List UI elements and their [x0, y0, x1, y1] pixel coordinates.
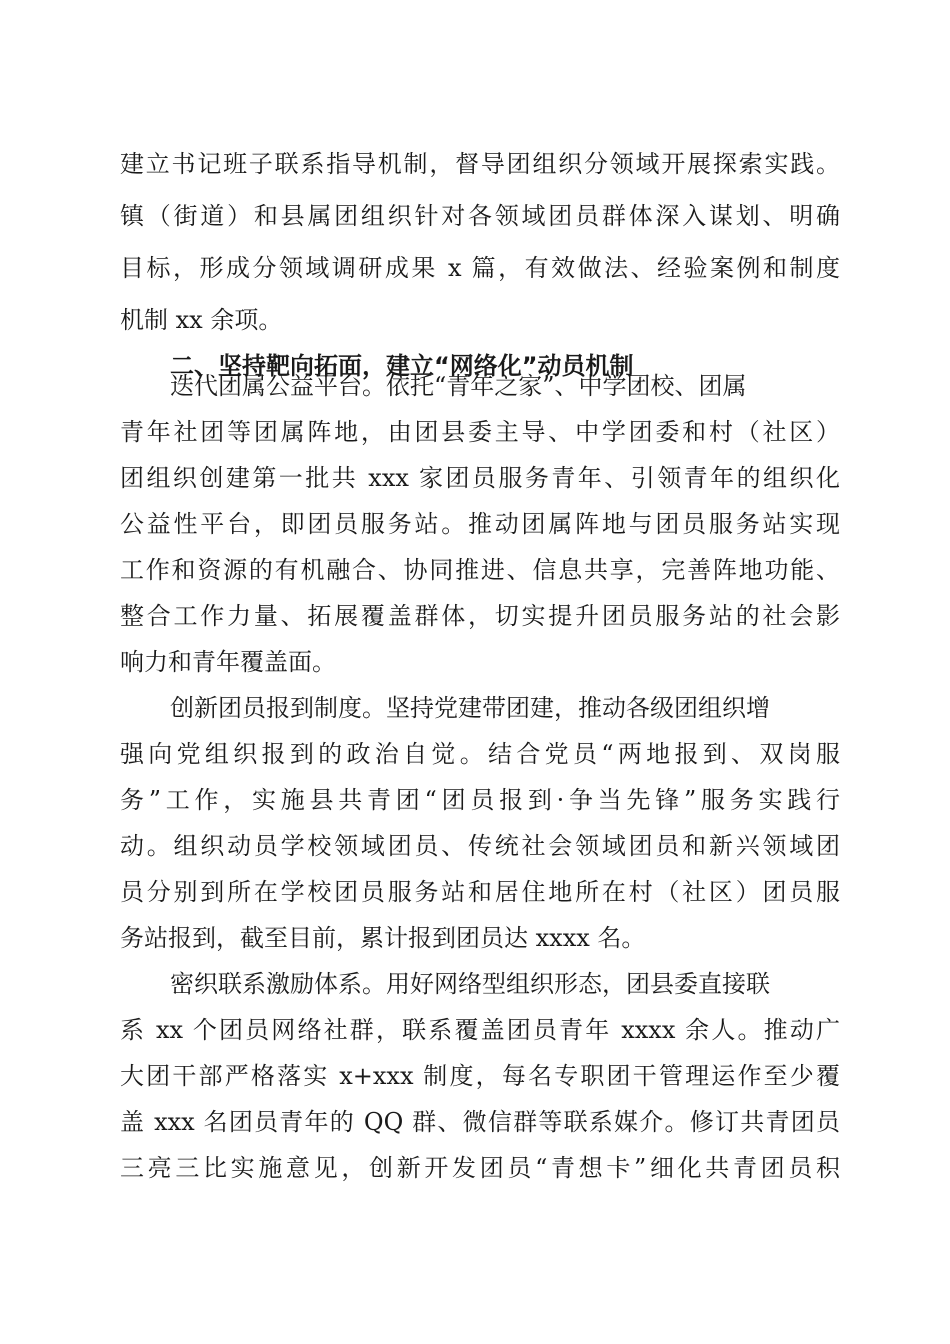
paragraph-line: 务”工作，实施县共青团“团员报到·争当先锋”服务实践行 [120, 786, 840, 814]
paragraph-line: 青年社团等团属阵地，由团县委主导、中学团委和村（社区） [120, 418, 840, 446]
paragraph-line: 公益性平台，即团员服务站。推动团属阵地与团员服务站实现 [120, 510, 840, 538]
paragraph-line: 目标，形成分领域调研成果 x 篇，有效做法、经验案例和制度 [120, 254, 840, 282]
paragraph-line: 动。组织动员学校领域团员、传统社会领域团员和新兴领域团 [120, 832, 840, 860]
paragraph-line: 员分别到所在学校团员服务站和居住地所在村（社区）团员服 [120, 878, 840, 906]
paragraph-line: 机制 xx 余项。 [120, 306, 283, 334]
paragraph-line: 镇（街道）和县属团组织针对各领域团员群体深入谋划、明确 [120, 202, 840, 230]
paragraph-line: 响力和青年覆盖面。 [120, 648, 336, 676]
paragraph-line: 盖 xxx 名团员青年的 QQ 群、微信群等联系媒介。修订共青团员 [120, 1108, 840, 1136]
paragraph-line: 三亮三比实施意见，创新开发团员“青想卡”细化共青团员积 [120, 1154, 840, 1182]
paragraph-line: 建立书记班子联系指导机制，督导团组织分领域开展探索实践。 [120, 150, 840, 178]
paragraph-line: 创新团员报到制度。坚持党建带团建，推动各级团组织增 [170, 694, 770, 722]
paragraph-line: 迭代团属公益平台。依托“青年之家”、中学团校、团属 [170, 372, 747, 400]
section-heading: 二、坚持靶向拓面，建立“网络化”动员机制 [170, 352, 634, 380]
paragraph-line: 工作和资源的有机融合、协同推进、信息共享，完善阵地功能、 [120, 556, 840, 584]
paragraph-line: 团组织创建第一批共 xxx 家团员服务青年、引领青年的组织化 [120, 464, 840, 492]
paragraph-line: 整合工作力量、拓展覆盖群体，切实提升团员服务站的社会影 [120, 602, 840, 630]
paragraph-line: 强向党组织报到的政治自觉。结合党员“两地报到、双岗服 [120, 740, 840, 768]
paragraph-line: 密织联系激励体系。用好网络型组织形态，团县委直接联 [170, 970, 770, 998]
paragraph-line: 务站报到，截至目前，累计报到团员达 xxxx 名。 [120, 924, 646, 952]
paragraph-line: 大团干部严格落实 x+xxx 制度，每名专职团干管理运作至少覆 [120, 1062, 840, 1090]
paragraph-line: 系 xx 个团员网络社群，联系覆盖团员青年 xxxx 余人。推动广 [120, 1016, 840, 1044]
